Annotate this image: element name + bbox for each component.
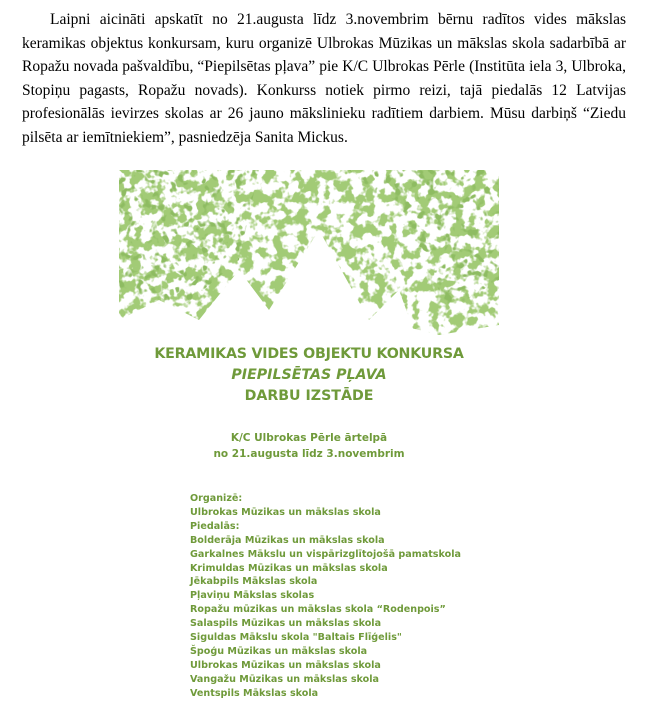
participant-item: Pļaviņu Mākslas skolas: [190, 590, 315, 602]
participant-item: Jēkabpils Mākslas skola: [190, 576, 318, 588]
forest-illustration: [119, 170, 499, 345]
participant-item: Salaspils Mūzikas un mākslas skola: [190, 618, 382, 630]
participant-item: Siguldas Mākslu skola "Baltais Flīģelis": [190, 632, 402, 644]
poster-title-line2: PIEPILSĒTAS PĻAVA: [231, 367, 387, 383]
organizers-list: [190, 492, 490, 701]
poster-venue-line1: K/C Ulbrokas Pērle ārtelpā: [230, 432, 388, 444]
participant-item: Garkalnes Mākslu un vispārizglītojošā pamatskola: [190, 548, 461, 560]
poster-title-line1: KERAMIKAS VIDES OBJEKTU KONKURSA: [154, 346, 464, 362]
exhibition-poster: [119, 170, 499, 713]
participant-item: Ropažu mūzikas un mākslas skola “Rodenpois”: [190, 604, 446, 616]
participants-label: Piedalās:: [190, 520, 240, 532]
participant-item: Ventspils Mākslas skola: [190, 687, 319, 699]
organizer-name: Ulbrokas Mūzikas un mākslas skola: [190, 506, 381, 518]
participant-item: Bolderāja Mūzikas un mākslas skola: [190, 534, 385, 546]
participant-item: Krimuldas Mūzikas un mākslas skola: [190, 562, 388, 574]
participant-item: Špoģu Mūzikas un mākslas skola: [190, 645, 368, 657]
intro-paragraph: Laipni aicināti apskatīt no 21.augusta līdz 3.novembrim bērnu radītos vides mākslas keramikas objektus konkursam, kuru organizē Ulbrokas Mūzikas un mākslas skola sadarbībā ar Ropažu novada pašvaldību, “Piepilsētas pļava” pie K/C Ulbrokas Pērle (Institūta iela 3, Ulbroka, Stopiņu pagasts, Ropažu novads). Konkurss notiek pirmo reizi, tajā piedalās 12 Latvijas profesionālās ievirzes skolas ar 26 jauno mākslinieku radītiem darbiem. Mūsu darbiņš “Ziedu pilsēta ar iemītniekiem”, pasniedzēja Sanita Mickus.: [22, 11, 626, 146]
participant-item: Vangažu Mūzikas un mākslas skola: [190, 673, 380, 685]
organizer-label: Organizē:: [190, 493, 243, 504]
poster-title-line3: DARBU IZSTĀDE: [244, 388, 374, 404]
poster-venue-line2: no 21.augusta līdz 3.novembrim: [213, 448, 405, 460]
participant-item: Ulbrokas Mūzikas un mākslas skola: [190, 659, 381, 671]
